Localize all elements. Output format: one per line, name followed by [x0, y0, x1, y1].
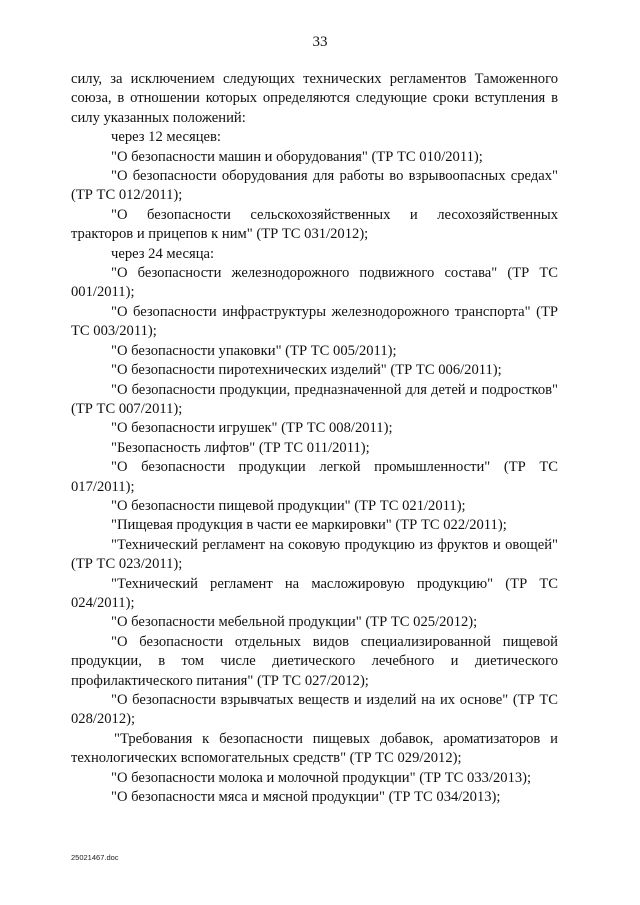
paragraph: "О безопасности мебельной продукции" (ТР ТС 025/2012);: [111, 614, 478, 631]
paragraph: "О безопасности мяса и мясной продукции" (ТР ТС 034/2013);: [111, 789, 501, 806]
paragraph: "Безопасность лифтов" (ТР ТС 011/2011);: [111, 439, 370, 456]
paragraph: "О безопасности игрушек" (ТР ТС 008/2011);: [111, 420, 393, 437]
paragraph: "О безопасности продукции легкой промышленности" (ТР ТС 017/2011);: [71, 459, 558, 495]
paragraph: силу, за исключением следующих технических регламентов Таможенного союза, в отношении которых определяются следующие сроки вступления в силу указанных положений:: [71, 71, 558, 126]
paragraph: "О безопасности пищевой продукции" (ТР ТС 021/2011);: [111, 497, 466, 514]
paragraph: "О безопасности взрывчатых веществ и изделий на их основе" (ТР ТС 028/2012);: [71, 692, 558, 728]
paragraph: "О безопасности сельскохозяйственных и лесохозяйственных тракторов и прицепов к ним" (ТР ТС 031/2012);: [71, 206, 558, 243]
paragraph: "О безопасности инфраструктуры железнодорожного транспорта" (ТР ТС 003/2011);: [71, 303, 558, 340]
paragraph: "О безопасности пиротехнических изделий" (ТР ТС 006/2011);: [111, 362, 502, 379]
paragraph: "О безопасности упаковки" (ТР ТС 005/2011);: [111, 342, 397, 359]
paragraph: "О безопасности молока и молочной продукции" (ТР ТС 033/2013);: [111, 769, 532, 786]
paragraph: через 12 месяцев:: [111, 129, 221, 146]
paragraph: "Технический регламент на масложировую продукцию" (ТР ТС 024/2011);: [71, 575, 558, 611]
paragraph: через 24 месяца:: [111, 245, 215, 262]
paragraph: "О безопасности железнодорожного подвижного состава" (ТР ТС 001/2011);: [71, 265, 558, 301]
document-filename: 25021467.doc: [71, 853, 119, 862]
page-number: 33: [312, 34, 328, 50]
paragraph: "О безопасности оборудования для работы во взрывоопасных средах" (ТР ТС 012/2011);: [71, 168, 558, 204]
paragraph: "Требования к безопасности пищевых добавок, ароматизаторов и технологических вспомогательных средств" (ТР ТС 029/2012);: [71, 730, 558, 767]
paragraph: "О безопасности продукции, предназначенной для детей и подростков" (ТР ТС 007/2011);: [71, 381, 558, 417]
paragraph: "Технический регламент на соковую продукцию из фруктов и овощей" (ТР ТС 023/2011);: [71, 536, 558, 573]
document-body: [71, 70, 558, 807]
paragraph: "О безопасности отдельных видов специализированной пищевой продукции, в том числе диетического лечебного и диетического профилактического питания" (ТР ТС 027/2012);: [71, 633, 558, 689]
paragraph: "О безопасности машин и оборудования" (ТР ТС 010/2011);: [111, 148, 483, 165]
paragraph: "Пищевая продукция в части ее маркировки" (ТР ТС 022/2011);: [111, 517, 507, 534]
